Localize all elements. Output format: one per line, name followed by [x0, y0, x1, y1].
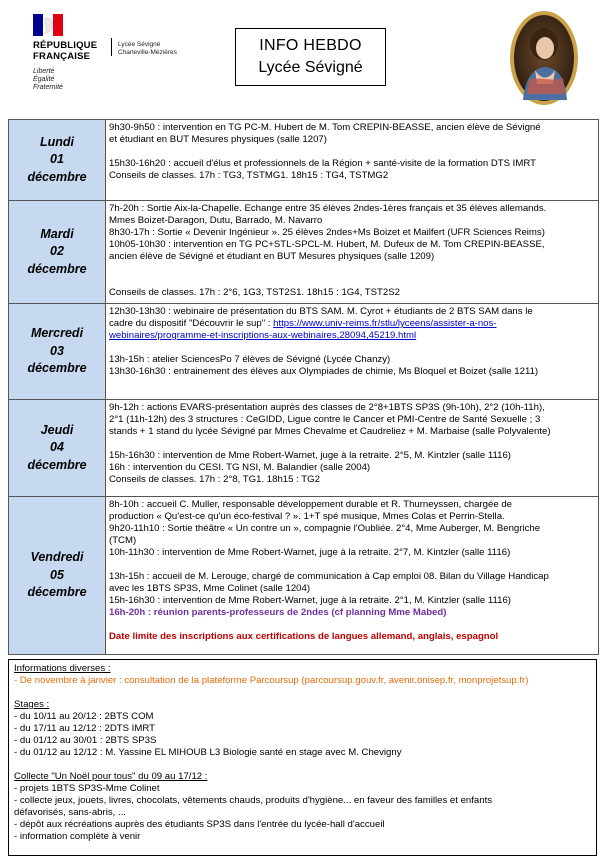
day-events: 9h30-9h50 : intervention en TG PC-M. Hubert de M. Tom CREPIN-BEASSE, ancien élève de Sévigné et étudiant en BUT Mesures physiques (salle 1207) 15h30-16h20 : accueil d'élus et professionnels de la Région + santé-visite de la formation DTS IMRT Conseils de classes. 17h : TG3, TSTMG1. 18h15 : TG4, TSTMG2	[106, 120, 599, 201]
day-events: 9h-12h : actions EVARS-présentation auprès des classes de 2°8+1BTS SP3S (9h-10h), 2°2 (10h-11h), 2°1 (11h-12h) des 3 structures : CeGIDD, Ligue contre le Cancer et PMI-Centre de Santé Sexuelle ; 3 stands + 1 stand du lycée Sévigné par Mmes Chevalme et Caudreliez + M. Marbaise (salle Polyvalente) 15h-16h30 : intervention de Mme Robert-Warnet, juge à la retraite. 2°5, M. Kintzler (salle 1116) 16h : intervention du CESI. TG NSI, M. Balandier (salle 2004) Conseils de classes. 17h : 2°8, TG1. 18h15 : TG2	[106, 400, 599, 497]
list-item: - dépôt aux récréations auprès des étudiants SP3S dans l'entrée du lycée-hall d'accueil	[14, 819, 385, 830]
deadline-note: Date limite des inscriptions aux certifications de langues allemand, anglais, espagnol	[109, 631, 499, 642]
day-row-vendredi	[9, 497, 599, 655]
day-label: Mardi 02 décembre	[9, 201, 106, 304]
school-name: Lycée Sévigné Charleville-Mézières	[118, 41, 177, 56]
parents-meeting-note: 16h-20h : réunion parents-professeurs de 2ndes (cf planning Mme Mabed)	[109, 607, 447, 618]
title-box	[235, 28, 386, 86]
stages-title: Stages :	[14, 699, 50, 710]
day-label: Jeudi 04 décembre	[9, 400, 106, 497]
parcoursup-note: - De novembre à janvier : consultation de la plateforme Parcoursup (parcoursup.gouv.fr, avenir.onisep.fr, monprojetsup.fr)	[14, 675, 529, 686]
day-label: Vendredi 05 décembre	[9, 497, 106, 655]
weekly-schedule-table	[8, 119, 599, 655]
page-header	[0, 0, 608, 118]
day-row-mercredi	[9, 304, 599, 400]
republic-name: RÉPUBLIQUE FRANÇAISE	[33, 40, 98, 62]
day-events: 7h-20h : Sortie Aix-la-Chapelle. Echange entre 35 élèves 2ndes-1ères français et 35 élèves allemands. Mmes Boizet-Daragon, Dutu, Barrado, M. Navarro 8h30-17h : Sortie « Devenir Ingénieur ». 25 élèves 2ndes+Ms Boizet et Mailfert (UFR Sciences Reims) 10h05-10h30 : intervention en TG PC+STL-SPCL-M. Hubert, M. Dufeux de M. Tom CREPIN-BEASSE, ancien élève de Sévigné et étudiant en BUT Mesures physiques (salle 1209) Conseils de classes. 17h : 2°6, 1G3, TST2S1. 18h15 : 1G4, TST2S2	[106, 201, 599, 304]
divider	[111, 38, 112, 56]
portrait-image-icon	[509, 10, 579, 106]
republic-motto: Liberté Égalité Fraternité	[33, 68, 63, 91]
day-label: Mercredi 03 décembre	[9, 304, 106, 400]
info-title: Informations diverses :	[14, 663, 111, 674]
webinar-link[interactable]: https://www.univ-reims.fr/stlu/lyceens/assister-a-nos-	[273, 318, 497, 329]
webinar-link-continued[interactable]: webinaires/programme-et-inscriptions-aux-webinaires,28094,45219.html	[109, 330, 417, 341]
list-item: - du 01/12 au 30/01 : 2BTS SP3S	[14, 735, 157, 746]
list-item: - projets 1BTS SP3S-Mme Colinet	[14, 783, 160, 794]
day-row-mardi	[9, 201, 599, 304]
page-title: INFO HEBDO	[259, 37, 362, 54]
day-label: Lundi 01 décembre	[9, 120, 106, 201]
list-item: - du 01/12 au 12/12 : M. Yassine EL MIHOUB L3 Biologie santé en stage avec M. Chevigny	[14, 747, 402, 758]
list-item: - information complète à venir	[14, 831, 141, 842]
marianne-logo-icon	[33, 14, 63, 36]
day-row-lundi	[9, 120, 599, 201]
list-item: - du 10/11 au 20/12 : 2BTS COM	[14, 711, 154, 722]
collecte-title: Collecte "Un Noël pour tous" du 09 au 17/12 :	[14, 771, 208, 782]
info-box	[8, 659, 597, 856]
day-events: 12h30-13h30 : webinaire de présentation du BTS SAM. M. Cyrot + étudiants de 2 BTS SAM dans le cadre du dispositif "Découvrir le sup" : https://www.univ-reims.fr/stlu/lyceens/assister-a-nos- webinaires/programme-et-inscriptions-aux-webinaires,28094,45219.html 13h-15h : atelier SciencesPo 7 élèves de Sévigné (Lycée Chanzy) 13h30-16h30 : entrainement des élèves aux Olympiades de chimie, Ms Bloquel et Boizet (salle 1211)	[106, 304, 599, 400]
list-item: défavorisés, sans-abris, ...	[14, 807, 126, 818]
day-events: 8h-10h : accueil C. Muller, responsable développement durable et R. Thurneyssen, chargée de production « Qu'est-ce qu'un éco-festival ? ». 1+T spé musique, Mmes Colas et Perrin-Stella. 9h20-11h10 : Sortie théâtre « Un contre un », compagnie l'Oubliée. 2°4, Mme Auberger, M. Bengriche (TCM) 10h-11h30 : intervention de Mme Robert-Warnet, juge à la retraite. 2°7, M. Kintzler (salle 1116) 13h-15h : accueil de M. Lerouge, chargé de communication à Cap emploi 08. Bilan du Village Handicap avec les 1BTS SP3S, Mme Colinet (salle 1204) 15h-16h30 : intervention de Mme Robert-Warnet, juge à la retraite. 2°1, M. Kintzler (salle 1116) 16h-20h : réunion parents-professeurs de 2ndes (cf planning Mme Mabed) Date limite des inscriptions aux certifications de langues allemand, anglais, espagnol	[106, 497, 599, 655]
list-item: - collecte jeux, jouets, livres, chocolats, vêtements chauds, produits d'hygiène... en faveur des familles et enfants	[14, 795, 493, 806]
day-row-jeudi	[9, 400, 599, 497]
list-item: - du 17/11 au 12/12 : 2DTS IMRT	[14, 723, 155, 734]
page-subtitle: Lycée Sévigné	[258, 59, 363, 76]
